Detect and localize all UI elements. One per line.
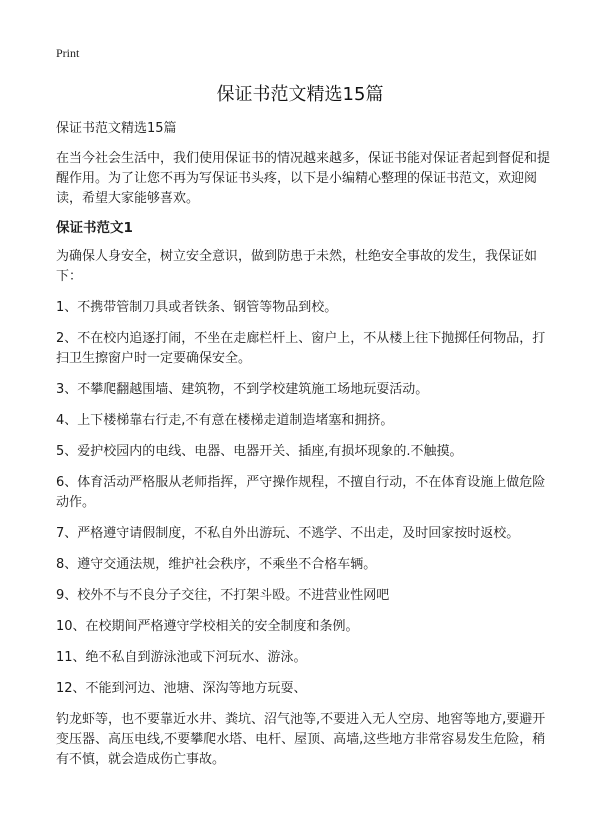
document-title: 保证书范文精选15篇 [216,84,384,105]
pledge-item-4: 4、上下楼梯靠右行走,不有意在楼梯走道制造堵塞和拥挤。 [56,413,394,428]
pledge-item-12: 12、不能到河边、池塘、深沟等地方玩耍、 [56,681,307,696]
intro-paragraph: 在当今社会生活中，我们使用保证书的情况越来越多，保证书能对保证者起到督促和提醒作用。为了让您不再为写保证书头疼，以下是小编精心整理的保证书范文，欢迎阅读，希望大家能够喜欢。 [56,151,551,206]
print-label: Print [56,46,80,60]
document-body [56,119,552,770]
pledge-item-1: 1、不携带管制刀具或者铁条、钢管等物品到校。 [56,300,338,315]
closing-paragraph: 钓龙虾等，也不要靠近水井、粪坑、沼气池等,不要进入无人空房、地窖等地方,要避开变压器、高压电线,不要攀爬水塔、电杆、屋顶、高墙,这些地方非常容易发生危险，稍有不慎，就会造成伤亡事故。 [56,712,546,767]
pledge-item-10: 10、在校期间严格遵守学校相关的安全制度和条例。 [56,619,359,634]
section-heading: 保证书范文1 [56,220,133,236]
pledge-intro-paragraph: 为确保人身安全，树立安全意识，做到防患于未然，杜绝安全事故的发生，我保证如下： [56,249,538,284]
pledge-item-5: 5、爱护校园内的电线、电器、电器开关、插座,有损坏现象的.不触摸。 [56,444,463,459]
document-subtitle: 保证书范文精选15篇 [56,121,177,136]
pledge-item-2: 2、不在校内追逐打闹，不坐在走廊栏杆上、窗户上，不从楼上往下抛掷任何物品，打扫卫生擦窗户时一定要确保安全。 [56,331,546,366]
pledge-item-7: 7、严格遵守请假制度，不私自外出游玩、不逃学、不出走，及时回家按时返校。 [56,526,520,541]
pledge-item-3: 3、不攀爬翻越围墙、建筑物，不到学校建筑施工场地玩耍活动。 [56,382,429,397]
pledge-item-9: 9、校外不与不良分子交往，不打架斗殴。不进营业性网吧 [56,588,390,603]
pledge-item-8: 8、遵守交通法规，维护社会秩序，不乘坐不合格车辆。 [56,557,377,572]
pledge-item-11: 11、绝不私自到游泳池或下河玩水、游泳。 [56,650,307,665]
pledge-item-6: 6、体育活动严格服从老师指挥，严守操作规程，不擅自行动，不在体育设施上做危险动作。 [56,475,546,510]
